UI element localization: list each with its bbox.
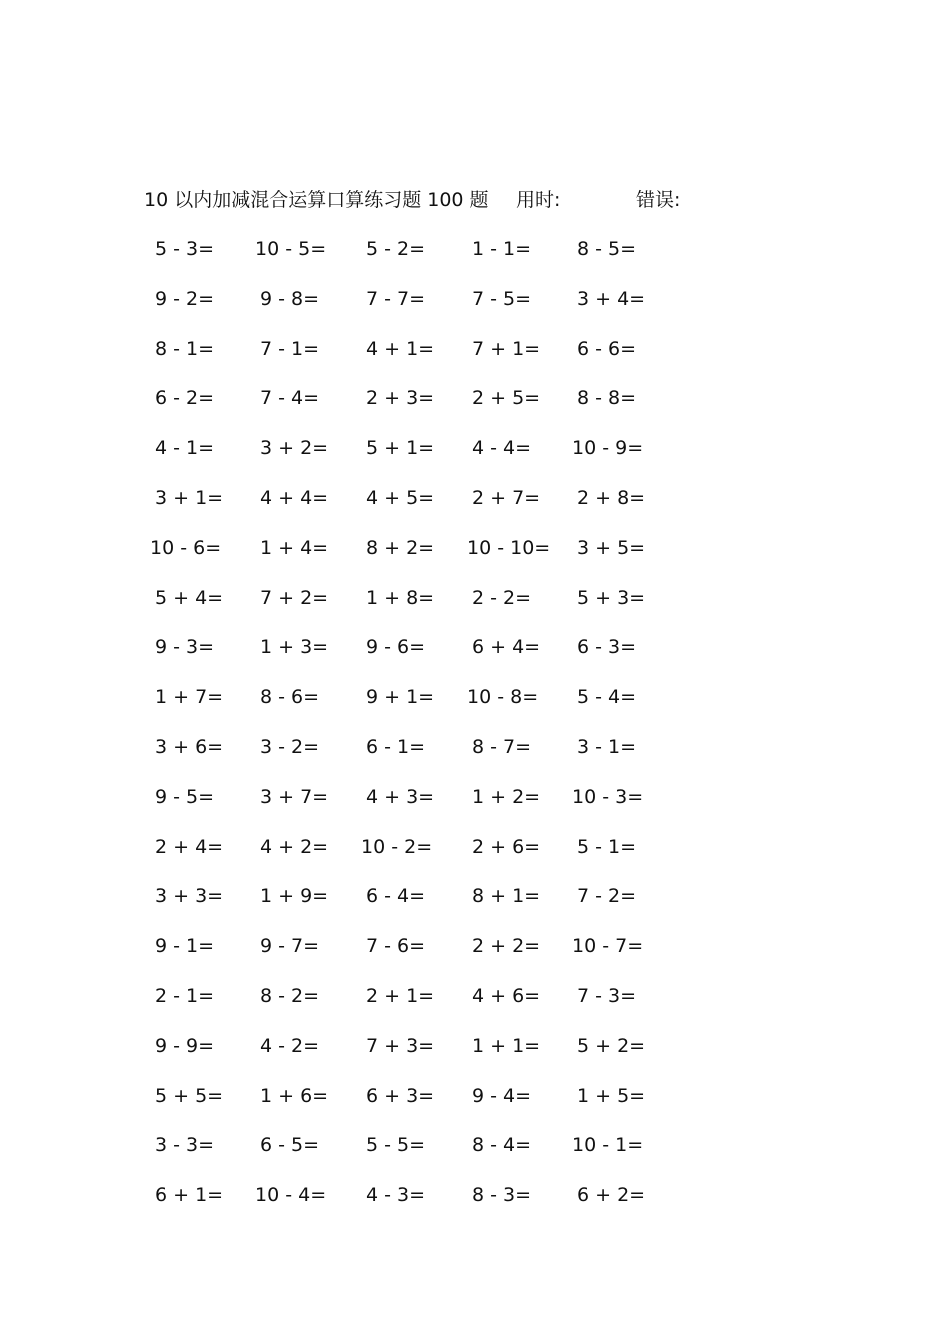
problem-item: 3 + 5= [577,536,646,559]
problem-item: 1 + 2= [472,785,541,808]
problem-item: 4 + 1= [366,337,435,360]
problem-item: 5 - 3= [155,238,215,260]
problem-item: 8 - 3= [472,1184,532,1207]
problem-item: 8 - 7= [472,736,532,758]
problem-item: 7 + 3= [366,1034,435,1057]
problem-item: 5 - 2= [366,238,426,260]
problem-item: 10 - 5= [255,238,327,260]
time-label: 用时: [516,189,561,211]
problem-item: 10 - 1= [572,1134,644,1157]
problem-item: 1 - 1= [472,238,532,260]
problem-item: 7 + 2= [260,586,329,609]
problem-item: 1 + 5= [577,1084,646,1107]
problem-item: 1 + 6= [260,1084,329,1107]
problem-item: 5 - 5= [366,1134,426,1157]
problem-item: 4 + 5= [366,487,435,509]
problem-item: 8 + 2= [366,536,435,559]
problem-item: 9 - 3= [155,636,215,659]
problem-item: 4 + 4= [260,487,329,509]
problem-item: 6 - 1= [366,736,426,758]
problem-item: 9 - 2= [155,287,215,310]
problem-item: 10 - 9= [572,437,644,460]
problem-item: 7 - 5= [472,287,532,310]
problem-item: 7 - 7= [366,287,426,310]
problem-item: 1 + 8= [366,586,435,609]
problem-item: 10 - 3= [572,785,644,808]
problem-item: 6 + 3= [366,1084,435,1107]
problem-item: 6 + 1= [155,1184,224,1207]
problem-item: 10 - 4= [255,1184,327,1207]
problem-item: 9 - 1= [155,935,215,958]
errors-label: 错误: [636,189,681,211]
problem-item: 4 + 2= [260,835,329,858]
problem-item: 6 + 2= [577,1184,646,1207]
problem-item: 3 - 2= [260,736,320,758]
problem-item: 10 - 6= [150,536,222,559]
problem-item: 2 - 1= [155,985,215,1007]
problem-item: 10 - 2= [361,835,433,858]
problem-item: 7 - 6= [366,935,426,958]
problem-item: 5 - 1= [577,835,637,858]
problem-item: 3 + 3= [155,885,224,908]
problem-item: 2 + 4= [155,835,224,858]
problem-item: 2 - 2= [472,586,532,609]
problem-item: 4 - 4= [472,437,532,460]
problem-item: 2 + 7= [472,487,541,509]
problem-item: 8 - 2= [260,985,320,1007]
problem-item: 6 - 5= [260,1134,320,1157]
problem-item: 6 - 2= [155,387,215,410]
problem-item: 8 - 8= [577,387,637,410]
problem-item: 2 + 8= [577,487,646,509]
problem-item: 4 - 1= [155,437,215,460]
problem-item: 9 - 5= [155,785,215,808]
problem-item: 8 - 1= [155,337,215,360]
problem-item: 3 + 4= [577,287,646,310]
problem-item: 4 - 2= [260,1034,320,1057]
problem-item: 4 + 6= [472,985,541,1007]
problem-item: 5 + 5= [155,1084,224,1107]
problem-item: 3 + 7= [260,785,329,808]
problem-item: 3 - 3= [155,1134,215,1157]
problem-item: 1 + 1= [472,1034,541,1057]
problem-item: 2 + 5= [472,387,541,410]
problem-item: 1 + 7= [155,686,224,709]
problem-item: 8 - 6= [260,686,320,709]
problem-item: 5 - 4= [577,686,637,709]
problem-item: 4 - 3= [366,1184,426,1207]
problem-item: 6 + 4= [472,636,541,659]
problem-item: 6 - 6= [577,337,637,360]
problem-item: 4 + 3= [366,785,435,808]
problem-item: 9 - 6= [366,636,426,659]
problem-item: 9 - 8= [260,287,320,310]
problem-item: 8 - 4= [472,1134,532,1157]
problem-item: 10 - 7= [572,935,644,958]
problem-item: 5 + 4= [155,586,224,609]
problem-item: 2 + 3= [366,387,435,410]
problem-item: 3 + 2= [260,437,329,460]
problem-item: 7 - 2= [577,885,637,908]
problem-item: 10 - 10= [467,536,551,559]
problem-item: 3 + 1= [155,487,224,509]
problem-item: 9 + 1= [366,686,435,709]
problem-item: 6 - 4= [366,885,426,908]
worksheet-title: 10 以内加减混合运算口算练习题 100 题 [144,189,489,211]
problem-item: 9 - 7= [260,935,320,958]
problem-item: 10 - 8= [467,686,539,709]
problem-item: 6 - 3= [577,636,637,659]
problem-item: 7 - 1= [260,337,320,360]
problem-item: 3 + 6= [155,736,224,758]
problem-item: 1 + 9= [260,885,329,908]
problem-item: 7 - 4= [260,387,320,410]
problem-item: 8 + 1= [472,885,541,908]
problem-item: 7 - 3= [577,985,637,1007]
problem-item: 5 + 1= [366,437,435,460]
problem-item: 2 + 2= [472,935,541,958]
problem-item: 1 + 4= [260,536,329,559]
problem-item: 9 - 4= [472,1084,532,1107]
problem-item: 7 + 1= [472,337,541,360]
problem-item: 8 - 5= [577,238,637,260]
problem-item: 1 + 3= [260,636,329,659]
problem-item: 3 - 1= [577,736,637,758]
problem-item: 5 + 3= [577,586,646,609]
problem-item: 5 + 2= [577,1034,646,1057]
problem-item: 2 + 1= [366,985,435,1007]
problem-item: 2 + 6= [472,835,541,858]
problem-item: 9 - 9= [155,1034,215,1057]
